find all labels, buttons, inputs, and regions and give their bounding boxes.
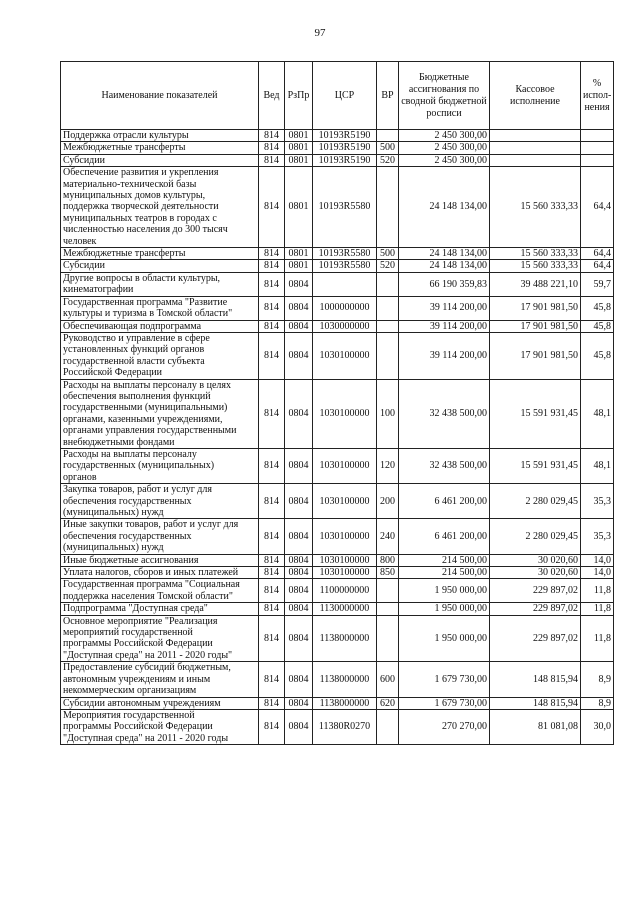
- cell-cash: [490, 154, 581, 166]
- cell-vr: [377, 709, 399, 744]
- table-row: [61, 519, 614, 554]
- cell-name: Закупка товаров, работ и услуг для обеспечения государственных (муниципальных) нужд: [61, 484, 259, 519]
- cell-name: Иные бюджетные ассигнования: [61, 554, 259, 566]
- cell-csr: 10193R5580: [313, 260, 377, 272]
- cell-csr: 1138000000: [313, 697, 377, 709]
- cell-pct: 45,8: [581, 332, 614, 379]
- cell-cash: 229 897,02: [490, 603, 581, 615]
- cell-ved: 814: [259, 167, 285, 248]
- cell-rzpr: 0804: [285, 554, 313, 566]
- cell-name: Обеспечивающая подпрограмма: [61, 320, 259, 332]
- cell-cash: 229 897,02: [490, 615, 581, 662]
- cell-pct: [581, 130, 614, 142]
- table-row: [61, 709, 614, 744]
- cell-csr: 10193R5190: [313, 154, 377, 166]
- cell-vr: 200: [377, 484, 399, 519]
- cell-vr: 800: [377, 554, 399, 566]
- cell-vr: [377, 272, 399, 296]
- cell-name: Межбюджетные трансферты: [61, 248, 259, 260]
- cell-rzpr: 0801: [285, 260, 313, 272]
- cell-name: Мероприятия государственной программы Российской Федерации "Доступная среда" на 2011 - 2020 годы: [61, 709, 259, 744]
- cell-cash: 2 280 029,45: [490, 484, 581, 519]
- table-row: [61, 567, 614, 579]
- cell-name: Государственная программа "Развитие культуры и туризма в Томской области": [61, 296, 259, 320]
- cell-budget: 32 438 500,00: [399, 448, 490, 483]
- header-csr: ЦСР: [313, 62, 377, 130]
- cell-budget: 2 450 300,00: [399, 130, 490, 142]
- cell-budget: 270 270,00: [399, 709, 490, 744]
- cell-csr: 1000000000: [313, 296, 377, 320]
- cell-name: Предоставление субсидий бюджетным, автономным учреждениям и иным некоммерческим организациям: [61, 662, 259, 697]
- cell-vr: [377, 579, 399, 603]
- cell-vr: 500: [377, 142, 399, 154]
- header-vr: ВР: [377, 62, 399, 130]
- page-number: 97: [314, 27, 326, 39]
- cell-ved: 814: [259, 519, 285, 554]
- cell-ved: 814: [259, 709, 285, 744]
- cell-cash: 17 901 981,50: [490, 332, 581, 379]
- cell-rzpr: 0804: [285, 320, 313, 332]
- cell-ved: 814: [259, 296, 285, 320]
- cell-rzpr: 0804: [285, 379, 313, 448]
- cell-rzpr: 0804: [285, 519, 313, 554]
- cell-name: Другие вопросы в области культуры, кинематографии: [61, 272, 259, 296]
- cell-budget: 1 950 000,00: [399, 579, 490, 603]
- cell-ved: 814: [259, 662, 285, 697]
- cell-ved: 814: [259, 579, 285, 603]
- cell-ved: 814: [259, 260, 285, 272]
- cell-name: Руководство и управление в сфере установленных функций органов государственной власти субъекта Российской Федерации: [61, 332, 259, 379]
- cell-vr: [377, 296, 399, 320]
- cell-ved: 814: [259, 130, 285, 142]
- cell-rzpr: 0804: [285, 603, 313, 615]
- cell-pct: 64,4: [581, 248, 614, 260]
- cell-vr: [377, 320, 399, 332]
- cell-csr: 1030100000: [313, 332, 377, 379]
- header-rzpr: РзПр: [285, 62, 313, 130]
- cell-ved: 814: [259, 615, 285, 662]
- cell-rzpr: 0804: [285, 615, 313, 662]
- cell-vr: [377, 603, 399, 615]
- table-row: [61, 603, 614, 615]
- cell-pct: 30,0: [581, 709, 614, 744]
- cell-name: Поддержка отрасли культуры: [61, 130, 259, 142]
- cell-csr: 11380R0270: [313, 709, 377, 744]
- cell-ved: 814: [259, 554, 285, 566]
- cell-pct: 64,4: [581, 260, 614, 272]
- cell-pct: 64,4: [581, 167, 614, 248]
- cell-name: Государственная программа "Социальная поддержка населения Томской области": [61, 579, 259, 603]
- cell-rzpr: 0801: [285, 142, 313, 154]
- cell-budget: 6 461 200,00: [399, 484, 490, 519]
- cell-ved: 814: [259, 567, 285, 579]
- cell-budget: 39 114 200,00: [399, 332, 490, 379]
- cell-cash: 2 280 029,45: [490, 519, 581, 554]
- cell-vr: [377, 332, 399, 379]
- cell-cash: 17 901 981,50: [490, 296, 581, 320]
- table-row: [61, 167, 614, 248]
- cell-name: Субсидии автономным учреждениям: [61, 697, 259, 709]
- table-row: [61, 332, 614, 379]
- cell-ved: 814: [259, 332, 285, 379]
- cell-name: Субсидии: [61, 154, 259, 166]
- cell-csr: 10193R5580: [313, 248, 377, 260]
- cell-rzpr: 0804: [285, 697, 313, 709]
- cell-rzpr: 0804: [285, 567, 313, 579]
- table-row: [61, 379, 614, 448]
- header-budget: Бюджетные ассигнования по сводной бюджетной росписи: [399, 62, 490, 130]
- cell-csr: 1130000000: [313, 603, 377, 615]
- cell-budget: 39 114 200,00: [399, 296, 490, 320]
- cell-budget: 1 679 730,00: [399, 662, 490, 697]
- cell-budget: 24 148 134,00: [399, 248, 490, 260]
- table-row: [61, 296, 614, 320]
- cell-budget: 1 950 000,00: [399, 615, 490, 662]
- cell-rzpr: 0801: [285, 167, 313, 248]
- cell-rzpr: 0801: [285, 248, 313, 260]
- cell-cash: 148 815,94: [490, 662, 581, 697]
- cell-csr: 1138000000: [313, 662, 377, 697]
- cell-vr: [377, 167, 399, 248]
- table-row: [61, 615, 614, 662]
- table-row: [61, 142, 614, 154]
- header-name: Наименование показателей: [61, 62, 259, 130]
- cell-csr: 1030100000: [313, 484, 377, 519]
- cell-pct: 11,8: [581, 615, 614, 662]
- table-row: [61, 272, 614, 296]
- cell-ved: 814: [259, 448, 285, 483]
- cell-vr: 500: [377, 248, 399, 260]
- cell-name: Обеспечение развития и укрепления материально-технической базы муниципальных домов культуры, поддержка творческой деятельности муниципальных театров в городах с численностью населения до 300 тысяч человек: [61, 167, 259, 248]
- cell-rzpr: 0801: [285, 130, 313, 142]
- cell-csr: 1030100000: [313, 379, 377, 448]
- cell-name: Субсидии: [61, 260, 259, 272]
- cell-cash: 30 020,60: [490, 567, 581, 579]
- cell-budget: 1 950 000,00: [399, 603, 490, 615]
- cell-ved: 814: [259, 272, 285, 296]
- cell-rzpr: 0804: [285, 296, 313, 320]
- cell-cash: 15 560 333,33: [490, 248, 581, 260]
- cell-cash: 30 020,60: [490, 554, 581, 566]
- cell-vr: 100: [377, 379, 399, 448]
- cell-pct: 59,7: [581, 272, 614, 296]
- cell-rzpr: 0801: [285, 154, 313, 166]
- cell-cash: 148 815,94: [490, 697, 581, 709]
- cell-vr: [377, 130, 399, 142]
- cell-cash: 39 488 221,10: [490, 272, 581, 296]
- table-header-row: [61, 62, 614, 130]
- cell-cash: 17 901 981,50: [490, 320, 581, 332]
- cell-ved: 814: [259, 603, 285, 615]
- header-ved: Вед: [259, 62, 285, 130]
- cell-name: Расходы на выплаты персоналу государственных (муниципальных) органов: [61, 448, 259, 483]
- cell-budget: 24 148 134,00: [399, 260, 490, 272]
- table-row: [61, 662, 614, 697]
- cell-budget: 214 500,00: [399, 567, 490, 579]
- cell-csr: 1030100000: [313, 567, 377, 579]
- cell-csr: 1100000000: [313, 579, 377, 603]
- cell-csr: 10193R5190: [313, 142, 377, 154]
- cell-csr: 10193R5580: [313, 167, 377, 248]
- cell-pct: 48,1: [581, 379, 614, 448]
- cell-name: Уплата налогов, сборов и иных платежей: [61, 567, 259, 579]
- cell-budget: 2 450 300,00: [399, 142, 490, 154]
- cell-budget: 66 190 359,83: [399, 272, 490, 296]
- cell-cash: 15 591 931,45: [490, 379, 581, 448]
- table-row: [61, 130, 614, 142]
- cell-rzpr: 0804: [285, 448, 313, 483]
- cell-ved: 814: [259, 142, 285, 154]
- cell-budget: 214 500,00: [399, 554, 490, 566]
- cell-rzpr: 0804: [285, 662, 313, 697]
- cell-name: Иные закупки товаров, работ и услуг для обеспечения государственных (муниципальных) нужд: [61, 519, 259, 554]
- cell-vr: 240: [377, 519, 399, 554]
- cell-csr: 1030100000: [313, 554, 377, 566]
- cell-rzpr: 0804: [285, 579, 313, 603]
- cell-pct: 45,8: [581, 296, 614, 320]
- header-cash: Кассовое исполнение: [490, 62, 581, 130]
- cell-pct: 35,3: [581, 484, 614, 519]
- cell-cash: 81 081,08: [490, 709, 581, 744]
- cell-cash: 15 560 333,33: [490, 167, 581, 248]
- cell-vr: [377, 615, 399, 662]
- header-pct: % испол-нения: [581, 62, 614, 130]
- cell-pct: 48,1: [581, 448, 614, 483]
- cell-rzpr: 0804: [285, 272, 313, 296]
- cell-ved: 814: [259, 697, 285, 709]
- cell-csr: 1030000000: [313, 320, 377, 332]
- table-row: [61, 697, 614, 709]
- table-row: [61, 579, 614, 603]
- cell-cash: 229 897,02: [490, 579, 581, 603]
- cell-name: Основное мероприятие "Реализация мероприятий государственной программы Российской Федерации "Доступная среда" на 2011 - 2020 годы": [61, 615, 259, 662]
- cell-vr: 600: [377, 662, 399, 697]
- cell-cash: 15 591 931,45: [490, 448, 581, 483]
- table-row: [61, 448, 614, 483]
- cell-name: Подпрограмма "Доступная среда": [61, 603, 259, 615]
- cell-rzpr: 0804: [285, 332, 313, 379]
- cell-vr: 620: [377, 697, 399, 709]
- table-row: [61, 154, 614, 166]
- cell-pct: 14,0: [581, 554, 614, 566]
- table-row: [61, 248, 614, 260]
- cell-pct: [581, 142, 614, 154]
- cell-pct: 11,8: [581, 579, 614, 603]
- cell-pct: 35,3: [581, 519, 614, 554]
- cell-vr: 850: [377, 567, 399, 579]
- cell-budget: 1 679 730,00: [399, 697, 490, 709]
- cell-pct: 14,0: [581, 567, 614, 579]
- cell-rzpr: 0804: [285, 709, 313, 744]
- cell-budget: 6 461 200,00: [399, 519, 490, 554]
- cell-cash: [490, 142, 581, 154]
- table-row: [61, 260, 614, 272]
- cell-ved: 814: [259, 154, 285, 166]
- cell-budget: 32 438 500,00: [399, 379, 490, 448]
- cell-ved: 814: [259, 248, 285, 260]
- cell-vr: 120: [377, 448, 399, 483]
- cell-vr: 520: [377, 260, 399, 272]
- cell-budget: 2 450 300,00: [399, 154, 490, 166]
- cell-csr: 1138000000: [313, 615, 377, 662]
- cell-csr: 1030100000: [313, 519, 377, 554]
- cell-cash: [490, 130, 581, 142]
- budget-execution-table: [60, 61, 614, 745]
- cell-name: Расходы на выплаты персоналу в целях обеспечения выполнения функций государственными (муниципальными) органами, казенными учреждениями, органами управления государственными внебюджетными фондами: [61, 379, 259, 448]
- cell-rzpr: 0804: [285, 484, 313, 519]
- table-row: [61, 320, 614, 332]
- cell-name: Межбюджетные трансферты: [61, 142, 259, 154]
- cell-pct: 8,9: [581, 697, 614, 709]
- cell-budget: 39 114 200,00: [399, 320, 490, 332]
- cell-budget: 24 148 134,00: [399, 167, 490, 248]
- cell-csr: 10193R5190: [313, 130, 377, 142]
- table-row: [61, 484, 614, 519]
- cell-pct: [581, 154, 614, 166]
- cell-ved: 814: [259, 484, 285, 519]
- table-row: [61, 554, 614, 566]
- cell-pct: 8,9: [581, 662, 614, 697]
- cell-csr: [313, 272, 377, 296]
- cell-ved: 814: [259, 379, 285, 448]
- cell-csr: 1030100000: [313, 448, 377, 483]
- cell-ved: 814: [259, 320, 285, 332]
- cell-pct: 45,8: [581, 320, 614, 332]
- cell-pct: 11,8: [581, 603, 614, 615]
- cell-cash: 15 560 333,33: [490, 260, 581, 272]
- cell-vr: 520: [377, 154, 399, 166]
